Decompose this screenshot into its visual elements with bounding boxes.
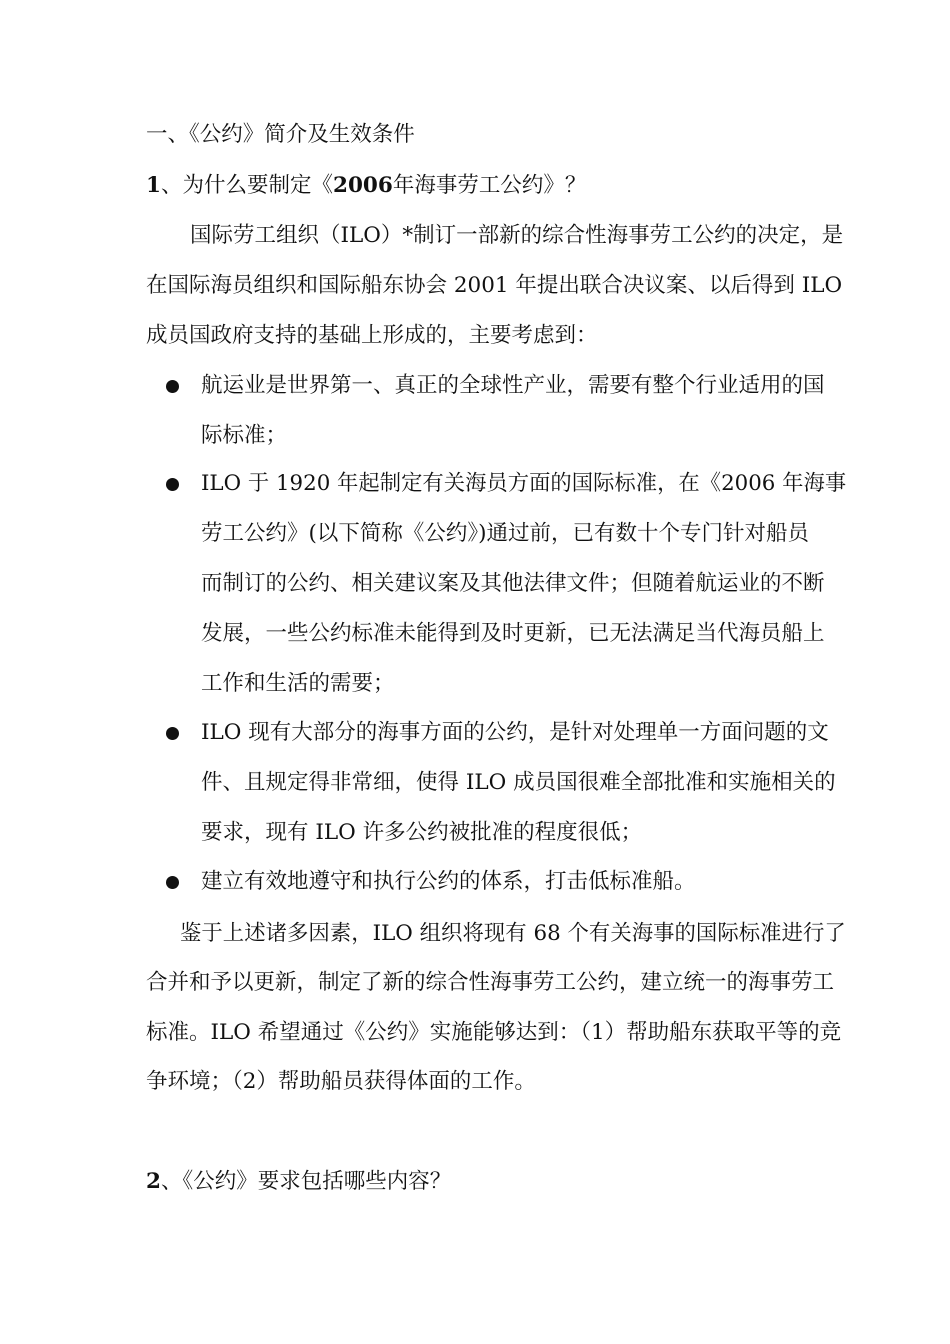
bullet-dot (166, 380, 179, 393)
question-1-text-a: 、为什么要制定《 (160, 173, 333, 198)
question-1-heading (146, 174, 586, 198)
bullet-2-line-2: 劳工公约》(以下简称《公约》)通过前，已有数十个专门针对船员 (201, 521, 810, 546)
bullet-dot (166, 727, 179, 740)
question-2-number: 2 (146, 1169, 161, 1194)
bullet-1-line-2: 际标准； (201, 423, 288, 448)
section-title: 一、《公约》简介及生效条件 (146, 122, 415, 147)
bullet-2-line-3: 而制订的公约、相关建议案及其他法律文件；但随着航运业的不断 (201, 571, 825, 596)
bullet-dot (166, 876, 179, 889)
bullet-dot (166, 478, 179, 491)
question-1-year: 2006 (332, 173, 393, 198)
bullet-3-line-2: 件、且规定得非常细，使得 ILO 成员国很难全部批准和实施相关的 (201, 770, 836, 795)
intro-line-3: 成员国政府支持的基础上形成的，主要考虑到： (146, 323, 598, 348)
bullet-2-line-5: 工作和生活的需要； (201, 671, 395, 696)
question-1-text-b: 年海事劳工公约》？ (392, 173, 587, 198)
summary-line-4: 争环境；（2）帮助船员获得体面的工作。 (146, 1069, 536, 1094)
bullet-4-line-1: 建立有效地遵守和执行公约的体系，打击低标准船。 (201, 869, 696, 894)
summary-line-3: 标准。ILO 希望通过《公约》实施能够达到：（1）帮助船东获取平等的竞 (146, 1020, 842, 1045)
question-1-number: 1 (146, 173, 161, 198)
question-2-text: 、《公约》要求包括哪些内容？ (160, 1169, 452, 1194)
bullet-3-line-3: 要求，现有 ILO 许多公约被批准的程度很低； (201, 820, 643, 845)
summary-line-1: 鉴于上述诸多因素，ILO 组织将现有 68 个有关海事的国际标准进行了 (180, 921, 846, 946)
bullet-2-line-4: 发展，一些公约标准未能得到及时更新，已无法满足当代海员船上 (201, 621, 825, 646)
intro-line-2: 在国际海员组织和国际船东协会 2001 年提出联合决议案、以后得到 ILO (146, 273, 843, 298)
intro-line-1: 国际劳工组织（ILO）*制订一部新的综合性海事劳工公约的决定，是 (190, 223, 844, 248)
bullet-3-line-1: ILO 现有大部分的海事方面的公约，是针对处理单一方面问题的文 (201, 720, 829, 745)
summary-line-2: 合并和予以更新，制定了新的综合性海事劳工公约，建立统一的海事劳工 (146, 970, 835, 995)
question-2-heading (146, 1170, 451, 1194)
bullet-1-line-1: 航运业是世界第一、真正的全球性产业，需要有整个行业适用的国 (201, 373, 825, 398)
bullet-2-line-1: ILO 于 1920 年起制定有关海员方面的国际标准，在《2006 年海事 (201, 471, 847, 496)
